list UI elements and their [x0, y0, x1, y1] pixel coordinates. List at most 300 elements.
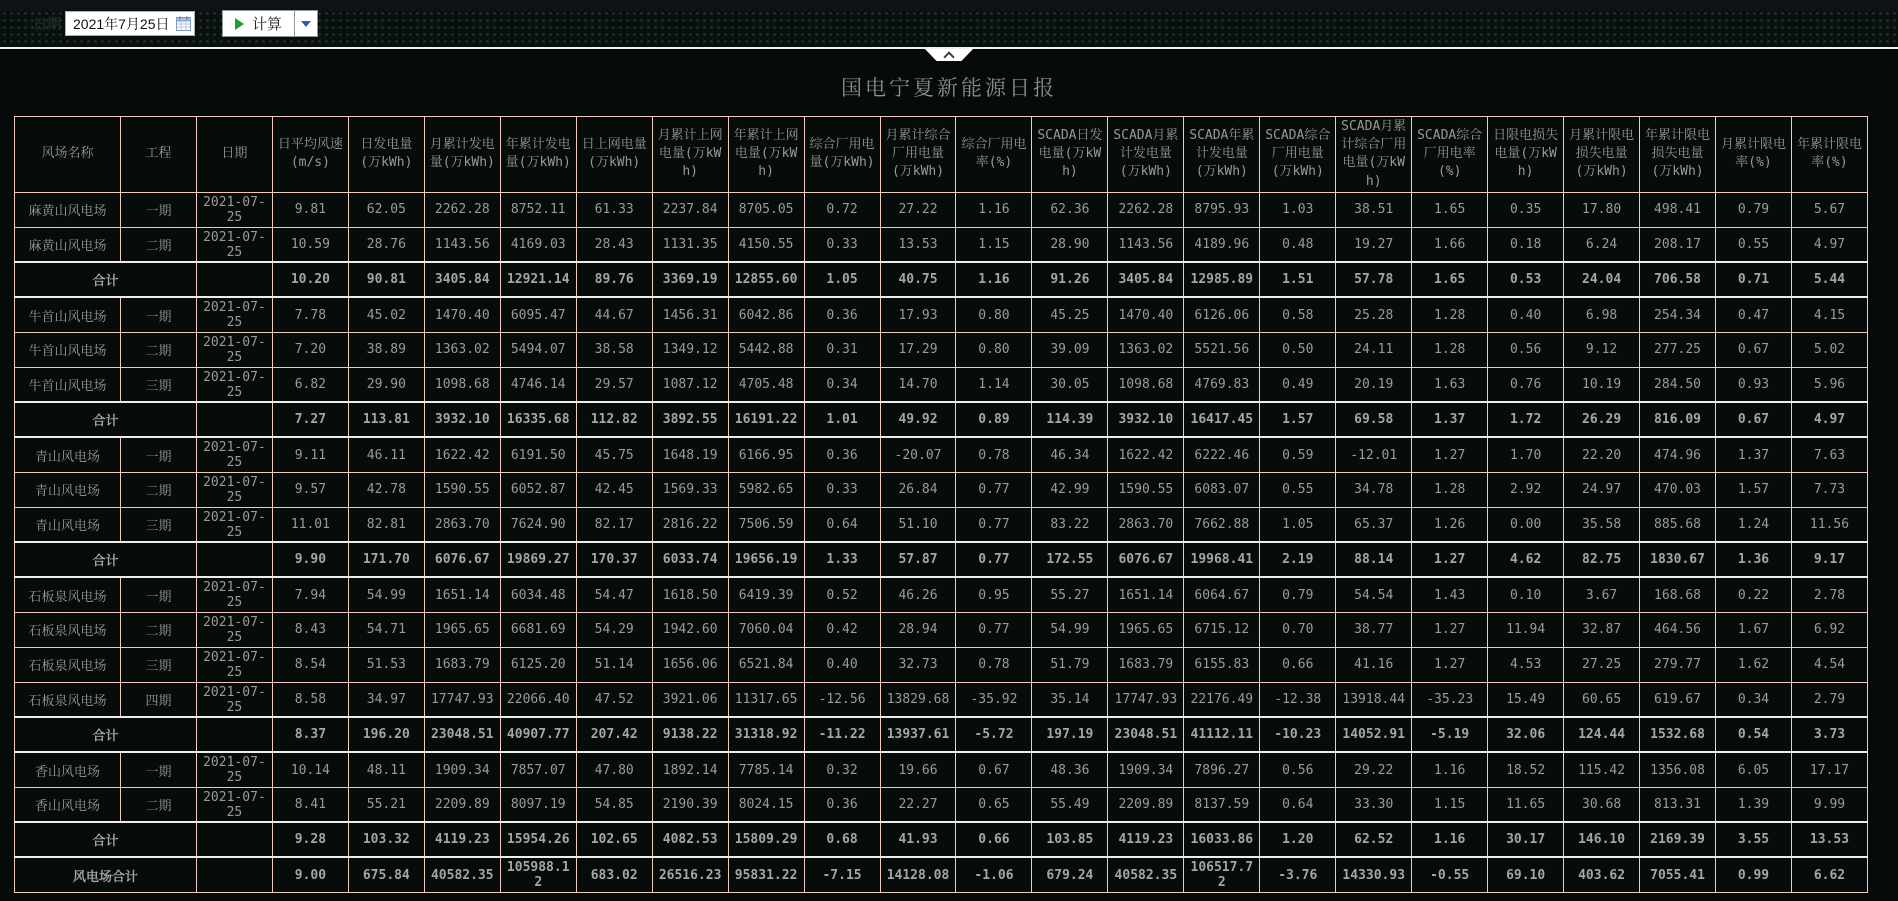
- farm-name-cell: 青山风电场: [15, 437, 121, 472]
- value-cell: 19.27: [1336, 227, 1412, 262]
- value-cell: 1651.14: [1108, 577, 1184, 612]
- column-header: SCADA月累计综合厂用电量(万kWh): [1336, 117, 1412, 193]
- value-cell: 23048.51: [1108, 717, 1184, 752]
- value-cell: 4119.23: [424, 822, 500, 857]
- date-cell: 2021-07-25: [196, 332, 272, 367]
- chevron-down-icon: [301, 21, 311, 27]
- value-cell: 1.57: [1260, 402, 1336, 437]
- value-cell: 32.06: [1488, 717, 1564, 752]
- value-cell: 0.22: [1716, 577, 1792, 612]
- value-cell: 54.99: [348, 577, 424, 612]
- value-cell: 47.80: [576, 752, 652, 787]
- value-cell: 1.65: [1412, 192, 1488, 227]
- value-cell: 16335.68: [500, 402, 576, 437]
- value-cell: 27.25: [1564, 647, 1640, 682]
- value-cell: 0.00: [1488, 507, 1564, 542]
- value-cell: 1590.55: [424, 472, 500, 507]
- value-cell: 26.84: [880, 472, 956, 507]
- value-cell: 1892.14: [652, 752, 728, 787]
- value-cell: 1.28: [1412, 297, 1488, 332]
- value-cell: 14128.08: [880, 857, 956, 892]
- date-cell: [196, 402, 272, 437]
- table-row: [15, 647, 1868, 682]
- value-cell: 1830.67: [1640, 542, 1716, 577]
- value-cell: 7.20: [272, 332, 348, 367]
- value-cell: 12855.60: [728, 262, 804, 297]
- value-cell: 5442.88: [728, 332, 804, 367]
- value-cell: 103.85: [1032, 822, 1108, 857]
- value-cell: 5521.56: [1184, 332, 1260, 367]
- value-cell: 113.81: [348, 402, 424, 437]
- date-cell: 2021-07-25: [196, 682, 272, 717]
- value-cell: 38.77: [1336, 612, 1412, 647]
- value-cell: 0.40: [804, 647, 880, 682]
- date-cell: 2021-07-25: [196, 647, 272, 682]
- table-row: [15, 472, 1868, 507]
- value-cell: 51.14: [576, 647, 652, 682]
- value-cell: 1349.12: [652, 332, 728, 367]
- value-cell: 17.29: [880, 332, 956, 367]
- value-cell: 95831.22: [728, 857, 804, 892]
- farm-name-cell: 石板泉风电场: [15, 647, 121, 682]
- value-cell: 5.02: [1791, 332, 1867, 367]
- value-cell: 4.15: [1791, 297, 1867, 332]
- value-cell: 40582.35: [1108, 857, 1184, 892]
- value-cell: 1.27: [1412, 542, 1488, 577]
- value-cell: 0.64: [1260, 787, 1336, 822]
- value-cell: 8795.93: [1184, 192, 1260, 227]
- value-cell: 0.47: [1716, 297, 1792, 332]
- value-cell: 17.93: [880, 297, 956, 332]
- value-cell: 45.25: [1032, 297, 1108, 332]
- phase-cell: 一期: [121, 192, 197, 227]
- value-cell: 1131.35: [652, 227, 728, 262]
- value-cell: 2262.28: [424, 192, 500, 227]
- value-cell: 0.80: [956, 297, 1032, 332]
- value-cell: 33.30: [1336, 787, 1412, 822]
- value-cell: 17.80: [1564, 192, 1640, 227]
- column-header: SCADA综合厂用电量(万kWh): [1260, 117, 1336, 193]
- value-cell: 2209.89: [424, 787, 500, 822]
- value-cell: 403.62: [1564, 857, 1640, 892]
- value-cell: 1965.65: [424, 612, 500, 647]
- value-cell: 15.49: [1488, 682, 1564, 717]
- value-cell: 8752.11: [500, 192, 576, 227]
- column-header: 日平均风速(m/s): [272, 117, 348, 193]
- value-cell: 16417.45: [1184, 402, 1260, 437]
- value-cell: 91.26: [1032, 262, 1108, 297]
- column-header: 月累计限电率(%): [1716, 117, 1792, 193]
- value-cell: 7.63: [1791, 437, 1867, 472]
- date-cell: 2021-07-25: [196, 787, 272, 822]
- value-cell: 55.49: [1032, 787, 1108, 822]
- value-cell: 24.97: [1564, 472, 1640, 507]
- value-cell: 0.72: [804, 192, 880, 227]
- value-cell: 17747.93: [1108, 682, 1184, 717]
- value-cell: 6126.06: [1184, 297, 1260, 332]
- value-cell: 1.67: [1716, 612, 1792, 647]
- value-cell: 6521.84: [728, 647, 804, 682]
- value-cell: 1356.08: [1640, 752, 1716, 787]
- value-cell: 6.98: [1564, 297, 1640, 332]
- date-cell: [196, 262, 272, 297]
- value-cell: 0.18: [1488, 227, 1564, 262]
- value-cell: 12921.14: [500, 262, 576, 297]
- table-row: [15, 402, 1868, 437]
- value-cell: 1098.68: [424, 367, 500, 402]
- value-cell: 65.37: [1336, 507, 1412, 542]
- value-cell: 0.10: [1488, 577, 1564, 612]
- value-cell: 0.71: [1716, 262, 1792, 297]
- value-cell: 0.95: [956, 577, 1032, 612]
- value-cell: 3892.55: [652, 402, 728, 437]
- value-cell: 7785.14: [728, 752, 804, 787]
- value-cell: 0.79: [1260, 577, 1336, 612]
- value-cell: 4.53: [1488, 647, 1564, 682]
- value-cell: 207.42: [576, 717, 652, 752]
- value-cell: 32.87: [1564, 612, 1640, 647]
- value-cell: 1143.56: [1108, 227, 1184, 262]
- value-cell: 45.75: [576, 437, 652, 472]
- value-cell: 11317.65: [728, 682, 804, 717]
- value-cell: 19869.27: [500, 542, 576, 577]
- value-cell: 1.16: [1412, 822, 1488, 857]
- value-cell: 0.67: [956, 752, 1032, 787]
- date-cell: 2021-07-25: [196, 227, 272, 262]
- value-cell: 3.73: [1791, 717, 1867, 752]
- value-cell: 706.58: [1640, 262, 1716, 297]
- value-cell: -11.22: [804, 717, 880, 752]
- value-cell: 6034.48: [500, 577, 576, 612]
- value-cell: 284.50: [1640, 367, 1716, 402]
- value-cell: 42.78: [348, 472, 424, 507]
- value-cell: 5.96: [1791, 367, 1867, 402]
- farm-name-cell: 青山风电场: [15, 507, 121, 542]
- value-cell: 9138.22: [652, 717, 728, 752]
- value-cell: 14330.93: [1336, 857, 1412, 892]
- farm-name-cell: 风电场合计: [15, 857, 197, 892]
- value-cell: 69.58: [1336, 402, 1412, 437]
- value-cell: 48.36: [1032, 752, 1108, 787]
- value-cell: 60.65: [1564, 682, 1640, 717]
- column-header: 年累计限电率(%): [1791, 117, 1867, 193]
- value-cell: 0.56: [1488, 332, 1564, 367]
- value-cell: 1651.14: [424, 577, 500, 612]
- value-cell: -20.07: [880, 437, 956, 472]
- value-cell: 6.92: [1791, 612, 1867, 647]
- value-cell: 0.64: [804, 507, 880, 542]
- value-cell: 1.26: [1412, 507, 1488, 542]
- value-cell: 82.75: [1564, 542, 1640, 577]
- table-row: [15, 262, 1868, 297]
- column-header: SCADA综合厂用电率(%): [1412, 117, 1488, 193]
- value-cell: 3.67: [1564, 577, 1640, 612]
- value-cell: 25.28: [1336, 297, 1412, 332]
- phase-cell: 四期: [121, 682, 197, 717]
- value-cell: 1.63: [1412, 367, 1488, 402]
- table-row: [15, 192, 1868, 227]
- value-cell: -35.23: [1412, 682, 1488, 717]
- toolbar: [0, 0, 1898, 47]
- value-cell: 1.20: [1260, 822, 1336, 857]
- value-cell: 90.81: [348, 262, 424, 297]
- value-cell: 146.10: [1564, 822, 1640, 857]
- value-cell: 7506.59: [728, 507, 804, 542]
- value-cell: 7.78: [272, 297, 348, 332]
- value-cell: 30.68: [1564, 787, 1640, 822]
- value-cell: 42.45: [576, 472, 652, 507]
- table-row: [15, 437, 1868, 472]
- chevron-up-icon: [943, 51, 954, 62]
- value-cell: 57.87: [880, 542, 956, 577]
- value-cell: 2.19: [1260, 542, 1336, 577]
- value-cell: 106517.72: [1184, 857, 1260, 892]
- value-cell: 1.39: [1716, 787, 1792, 822]
- value-cell: 679.24: [1032, 857, 1108, 892]
- farm-name-cell: 青山风电场: [15, 472, 121, 507]
- value-cell: 1.43: [1412, 577, 1488, 612]
- value-cell: 10.20: [272, 262, 348, 297]
- calculate-label: 计算: [252, 16, 283, 33]
- value-cell: 0.77: [956, 542, 1032, 577]
- date-picker: [65, 11, 195, 36]
- table-row: [15, 332, 1868, 367]
- value-cell: 9.90: [272, 542, 348, 577]
- value-cell: 4150.55: [728, 227, 804, 262]
- value-cell: 54.29: [576, 612, 652, 647]
- value-cell: 38.51: [1336, 192, 1412, 227]
- value-cell: 0.49: [1260, 367, 1336, 402]
- value-cell: 0.33: [804, 227, 880, 262]
- farm-name-cell: 麻黄山风电场: [15, 227, 121, 262]
- value-cell: 16033.86: [1184, 822, 1260, 857]
- calculate-button[interactable]: [222, 10, 294, 37]
- value-cell: 0.77: [956, 472, 1032, 507]
- table-row: [15, 822, 1868, 857]
- column-header: 风场名称: [15, 117, 121, 193]
- value-cell: 24.04: [1564, 262, 1640, 297]
- value-cell: 6125.20: [500, 647, 576, 682]
- table-row: [15, 227, 1868, 262]
- value-cell: 6064.67: [1184, 577, 1260, 612]
- column-header: 日上网电量(万kWh): [576, 117, 652, 193]
- value-cell: 29.57: [576, 367, 652, 402]
- value-cell: 57.78: [1336, 262, 1412, 297]
- value-cell: 1.65: [1412, 262, 1488, 297]
- value-cell: 20.19: [1336, 367, 1412, 402]
- table-row: [15, 542, 1868, 577]
- date-cell: 2021-07-25: [196, 192, 272, 227]
- farm-name-cell: 合计: [15, 822, 197, 857]
- column-header: 日限电损失电量(万kWh): [1488, 117, 1564, 193]
- value-cell: 51.10: [880, 507, 956, 542]
- farm-name-cell: 合计: [15, 542, 197, 577]
- column-header: 月累计发电量(万kWh): [424, 117, 500, 193]
- date-cell: 2021-07-25: [196, 507, 272, 542]
- value-cell: 1590.55: [1108, 472, 1184, 507]
- value-cell: 54.54: [1336, 577, 1412, 612]
- value-cell: 28.43: [576, 227, 652, 262]
- column-header: 综合厂用电率(%): [956, 117, 1032, 193]
- value-cell: 7896.27: [1184, 752, 1260, 787]
- value-cell: 82.17: [576, 507, 652, 542]
- value-cell: 816.09: [1640, 402, 1716, 437]
- value-cell: 9.12: [1564, 332, 1640, 367]
- value-cell: 474.96: [1640, 437, 1716, 472]
- phase-cell: 二期: [121, 472, 197, 507]
- table-row: [15, 612, 1868, 647]
- value-cell: 1.15: [1412, 787, 1488, 822]
- value-cell: 1363.02: [424, 332, 500, 367]
- value-cell: 1683.79: [424, 647, 500, 682]
- value-cell: 196.20: [348, 717, 424, 752]
- value-cell: 1.15: [956, 227, 1032, 262]
- value-cell: 0.65: [956, 787, 1032, 822]
- value-cell: 1965.65: [1108, 612, 1184, 647]
- value-cell: 46.26: [880, 577, 956, 612]
- value-cell: 0.31: [804, 332, 880, 367]
- value-cell: 55.27: [1032, 577, 1108, 612]
- column-header: 年累计限电损失电量(万kWh): [1640, 117, 1716, 193]
- value-cell: 7624.90: [500, 507, 576, 542]
- value-cell: 498.41: [1640, 192, 1716, 227]
- calendar-icon[interactable]: [176, 16, 191, 31]
- value-cell: 0.89: [956, 402, 1032, 437]
- value-cell: 30.17: [1488, 822, 1564, 857]
- value-cell: 8024.15: [728, 787, 804, 822]
- value-cell: 26.29: [1564, 402, 1640, 437]
- value-cell: 0.34: [804, 367, 880, 402]
- value-cell: 0.68: [804, 822, 880, 857]
- value-cell: 34.97: [348, 682, 424, 717]
- value-cell: 3.55: [1716, 822, 1792, 857]
- calculate-dropdown-button[interactable]: [294, 10, 318, 37]
- table-row: [15, 367, 1868, 402]
- value-cell: 4169.03: [500, 227, 576, 262]
- farm-name-cell: 牛首山风电场: [15, 332, 121, 367]
- value-cell: 168.68: [1640, 577, 1716, 612]
- value-cell: 11.65: [1488, 787, 1564, 822]
- value-cell: 0.76: [1488, 367, 1564, 402]
- value-cell: 7055.41: [1640, 857, 1716, 892]
- phase-cell: 二期: [121, 787, 197, 822]
- value-cell: 7857.07: [500, 752, 576, 787]
- value-cell: 208.17: [1640, 227, 1716, 262]
- value-cell: 83.22: [1032, 507, 1108, 542]
- value-cell: 35.58: [1564, 507, 1640, 542]
- date-cell: [196, 542, 272, 577]
- date-cell: 2021-07-25: [196, 437, 272, 472]
- value-cell: 54.99: [1032, 612, 1108, 647]
- value-cell: 4769.83: [1184, 367, 1260, 402]
- value-cell: 1.70: [1488, 437, 1564, 472]
- phase-cell: 三期: [121, 367, 197, 402]
- value-cell: 31318.92: [728, 717, 804, 752]
- value-cell: 6076.67: [424, 542, 500, 577]
- value-cell: 254.34: [1640, 297, 1716, 332]
- value-cell: 28.94: [880, 612, 956, 647]
- play-icon: [235, 18, 244, 30]
- value-cell: 2.78: [1791, 577, 1867, 612]
- value-cell: 12985.89: [1184, 262, 1260, 297]
- value-cell: 4705.48: [728, 367, 804, 402]
- farm-name-cell: 牛首山风电场: [15, 297, 121, 332]
- value-cell: 0.79: [1716, 192, 1792, 227]
- value-cell: 0.52: [804, 577, 880, 612]
- value-cell: 1.27: [1412, 612, 1488, 647]
- value-cell: 7662.88: [1184, 507, 1260, 542]
- value-cell: 0.80: [956, 332, 1032, 367]
- value-cell: 6.05: [1716, 752, 1792, 787]
- value-cell: 0.58: [1260, 297, 1336, 332]
- value-cell: 17747.93: [424, 682, 500, 717]
- value-cell: 6083.07: [1184, 472, 1260, 507]
- value-cell: 1.16: [956, 192, 1032, 227]
- value-cell: 1.16: [1412, 752, 1488, 787]
- date-cell: 2021-07-25: [196, 752, 272, 787]
- value-cell: 22066.40: [500, 682, 576, 717]
- value-cell: 6222.46: [1184, 437, 1260, 472]
- value-cell: 13829.68: [880, 682, 956, 717]
- value-cell: 1569.33: [652, 472, 728, 507]
- farm-name-cell: 合计: [15, 262, 197, 297]
- value-cell: 813.31: [1640, 787, 1716, 822]
- value-cell: 0.99: [1716, 857, 1792, 892]
- value-cell: 102.65: [576, 822, 652, 857]
- value-cell: 1942.60: [652, 612, 728, 647]
- date-cell: [196, 717, 272, 752]
- table-row: [15, 717, 1868, 752]
- value-cell: 22176.49: [1184, 682, 1260, 717]
- report-table: [14, 116, 1868, 893]
- value-cell: 51.79: [1032, 647, 1108, 682]
- value-cell: 1.72: [1488, 402, 1564, 437]
- value-cell: 3921.06: [652, 682, 728, 717]
- value-cell: 3405.84: [424, 262, 500, 297]
- value-cell: 1143.56: [424, 227, 500, 262]
- header-row: [15, 117, 1868, 193]
- value-cell: 8.37: [272, 717, 348, 752]
- value-cell: 10.19: [1564, 367, 1640, 402]
- value-cell: 10.59: [272, 227, 348, 262]
- value-cell: 24.11: [1336, 332, 1412, 367]
- value-cell: 49.92: [880, 402, 956, 437]
- value-cell: 3405.84: [1108, 262, 1184, 297]
- value-cell: 0.54: [1716, 717, 1792, 752]
- column-header: 综合厂用电量(万kWh): [804, 117, 880, 193]
- value-cell: 0.77: [956, 612, 1032, 647]
- value-cell: 2863.70: [1108, 507, 1184, 542]
- value-cell: 1.28: [1412, 472, 1488, 507]
- value-cell: 9.17: [1791, 542, 1867, 577]
- value-cell: 6.24: [1564, 227, 1640, 262]
- value-cell: 0.70: [1260, 612, 1336, 647]
- value-cell: 6033.74: [652, 542, 728, 577]
- value-cell: 5.44: [1791, 262, 1867, 297]
- value-cell: 62.52: [1336, 822, 1412, 857]
- value-cell: 172.55: [1032, 542, 1108, 577]
- value-cell: 13918.44: [1336, 682, 1412, 717]
- value-cell: 1.66: [1412, 227, 1488, 262]
- value-cell: 0.59: [1260, 437, 1336, 472]
- value-cell: 6166.95: [728, 437, 804, 472]
- value-cell: 464.56: [1640, 612, 1716, 647]
- value-cell: 8.54: [272, 647, 348, 682]
- value-cell: 0.50: [1260, 332, 1336, 367]
- date-cell: 2021-07-25: [196, 577, 272, 612]
- value-cell: 54.47: [576, 577, 652, 612]
- value-cell: 170.37: [576, 542, 652, 577]
